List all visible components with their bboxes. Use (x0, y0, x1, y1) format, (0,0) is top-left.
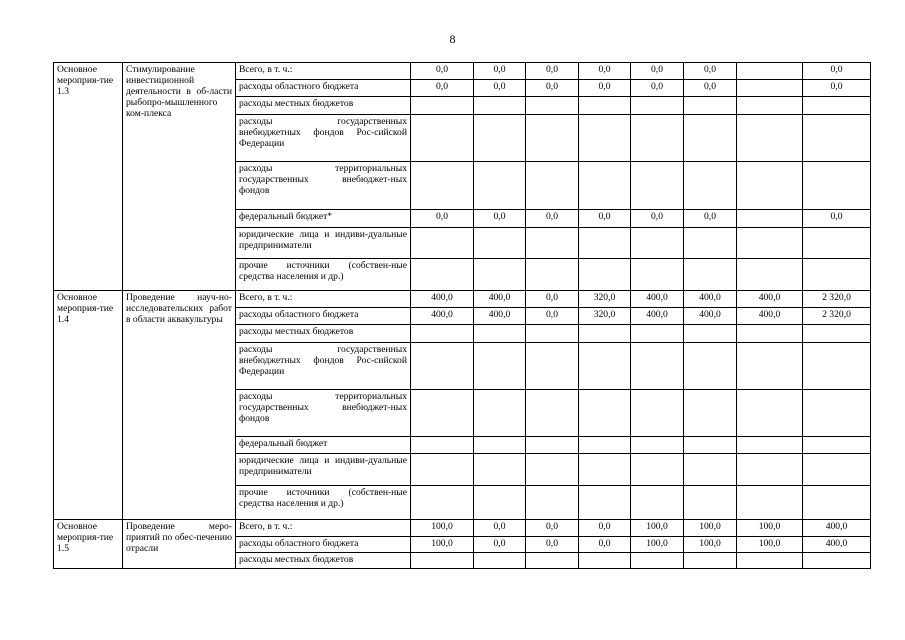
value-cell: 100,0 (631, 520, 684, 537)
value-cell (631, 97, 684, 115)
value-cell: 0,0 (526, 537, 579, 553)
value-cell (579, 553, 631, 569)
value-cell (579, 97, 631, 115)
value-cell (411, 325, 474, 343)
value-cell (474, 454, 526, 486)
value-cell (737, 390, 803, 437)
funding-source-cell: расходы местных бюджетов (236, 325, 411, 343)
value-cell (411, 343, 474, 390)
funding-source-cell: расходы территориальных государственных внебюджет-ных фондов (236, 390, 411, 437)
value-cell (631, 437, 684, 454)
value-cell: 0,0 (526, 520, 579, 537)
value-cell: 100,0 (737, 537, 803, 553)
value-cell (684, 162, 737, 210)
activity-cell: Основное мероприя-тие 1.5 (54, 520, 123, 569)
value-cell (579, 259, 631, 291)
value-cell: 100,0 (684, 520, 737, 537)
value-cell (474, 553, 526, 569)
value-cell: 400,0 (411, 291, 474, 308)
value-cell: 0,0 (579, 210, 631, 228)
value-cell (631, 228, 684, 259)
value-cell: 100,0 (411, 537, 474, 553)
value-cell (526, 486, 579, 520)
funding-source-cell: расходы государственных внебюджетных фондов Рос-сийской Федерации (236, 115, 411, 162)
value-cell: 0,0 (579, 63, 631, 80)
value-cell: 400,0 (474, 308, 526, 325)
value-cell: 0,0 (684, 80, 737, 97)
value-cell (411, 259, 474, 291)
total-value-cell: 400,0 (803, 520, 871, 537)
value-cell (737, 553, 803, 569)
value-cell (474, 437, 526, 454)
value-cell (631, 343, 684, 390)
value-cell: 0,0 (474, 520, 526, 537)
value-cell: 320,0 (579, 291, 631, 308)
total-value-cell: 0,0 (803, 80, 871, 97)
value-cell: 400,0 (684, 308, 737, 325)
value-cell (579, 486, 631, 520)
funding-source-cell: Всего, в т. ч.: (236, 291, 411, 308)
value-cell (684, 325, 737, 343)
value-cell (526, 259, 579, 291)
value-cell (411, 97, 474, 115)
activity-cell: Основное мероприя-тие 1.3 (54, 63, 123, 291)
value-cell (579, 162, 631, 210)
value-cell (579, 325, 631, 343)
value-cell (631, 259, 684, 291)
value-cell (526, 454, 579, 486)
value-cell: 0,0 (411, 210, 474, 228)
value-cell: 0,0 (631, 63, 684, 80)
value-cell: 400,0 (631, 308, 684, 325)
value-cell: 0,0 (411, 63, 474, 80)
value-cell (684, 228, 737, 259)
total-value-cell (803, 390, 871, 437)
value-cell: 0,0 (411, 80, 474, 97)
total-value-cell (803, 486, 871, 520)
value-cell: 0,0 (526, 308, 579, 325)
budget-table-body (54, 63, 871, 569)
total-value-cell (803, 454, 871, 486)
funding-source-cell: федеральный бюджет (236, 437, 411, 454)
value-cell (474, 390, 526, 437)
funding-source-cell: федеральный бюджет* (236, 210, 411, 228)
value-cell: 0,0 (526, 291, 579, 308)
funding-source-cell: Всего, в т. ч.: (236, 63, 411, 80)
total-value-cell (803, 325, 871, 343)
value-cell (579, 228, 631, 259)
value-cell: 100,0 (411, 520, 474, 537)
value-cell: 100,0 (684, 537, 737, 553)
funding-source-cell: расходы местных бюджетов (236, 97, 411, 115)
value-cell (737, 115, 803, 162)
total-value-cell: 0,0 (803, 210, 871, 228)
funding-source-cell: расходы областного бюджета (236, 308, 411, 325)
value-cell (737, 63, 803, 80)
value-cell (474, 97, 526, 115)
value-cell: 320,0 (579, 308, 631, 325)
value-cell (737, 454, 803, 486)
funding-source-cell: расходы территориальных государственных внебюджет-ных фондов (236, 162, 411, 210)
value-cell: 400,0 (631, 291, 684, 308)
value-cell (684, 343, 737, 390)
funding-source-cell: расходы областного бюджета (236, 80, 411, 97)
funding-source-cell: расходы областного бюджета (236, 537, 411, 553)
value-cell (737, 228, 803, 259)
value-cell (474, 259, 526, 291)
funding-source-cell: юридические лица и индиви-дуальные предприниматели (236, 454, 411, 486)
value-cell (474, 115, 526, 162)
value-cell (526, 553, 579, 569)
budget-table (53, 62, 871, 569)
value-cell (411, 553, 474, 569)
total-value-cell: 2 320,0 (803, 308, 871, 325)
funding-source-cell: прочие источники (собствен-ные средства населения и др.) (236, 259, 411, 291)
value-cell (631, 390, 684, 437)
value-cell (737, 97, 803, 115)
value-cell (737, 210, 803, 228)
value-cell: 400,0 (737, 308, 803, 325)
value-cell (684, 97, 737, 115)
value-cell (737, 259, 803, 291)
page-number: 8 (449, 32, 456, 46)
total-value-cell (803, 228, 871, 259)
value-cell (737, 325, 803, 343)
value-cell: 100,0 (737, 520, 803, 537)
value-cell (579, 343, 631, 390)
value-cell: 0,0 (474, 63, 526, 80)
value-cell: 0,0 (579, 520, 631, 537)
funding-source-cell: прочие источники (собствен-ные средства населения и др.) (236, 486, 411, 520)
value-cell (631, 553, 684, 569)
value-cell (684, 553, 737, 569)
value-cell: 400,0 (474, 291, 526, 308)
value-cell (631, 486, 684, 520)
value-cell (631, 115, 684, 162)
value-cell: 0,0 (474, 210, 526, 228)
value-cell: 0,0 (684, 63, 737, 80)
value-cell (526, 228, 579, 259)
value-cell: 0,0 (526, 63, 579, 80)
value-cell (579, 115, 631, 162)
value-cell (579, 390, 631, 437)
value-cell: 0,0 (631, 80, 684, 97)
activity-name-cell: Стимулирование инвестиционной деятельности в об-ласти рыбопро-мышленного ком-плекса (123, 63, 236, 291)
value-cell (474, 486, 526, 520)
funding-source-cell: юридические лица и индиви-дуальные предприниматели (236, 228, 411, 259)
value-cell: 0,0 (579, 80, 631, 97)
activity-name-cell: Проведение меро-приятий по обес-печению отрасли (123, 520, 236, 569)
total-value-cell (803, 162, 871, 210)
total-value-cell: 2 320,0 (803, 291, 871, 308)
value-cell (526, 390, 579, 437)
value-cell: 0,0 (474, 80, 526, 97)
value-cell: 100,0 (631, 537, 684, 553)
activity-cell: Основное мероприя-тие 1.4 (54, 291, 123, 520)
value-cell (526, 97, 579, 115)
value-cell (737, 486, 803, 520)
value-cell (526, 115, 579, 162)
value-cell (737, 343, 803, 390)
value-cell (411, 162, 474, 210)
value-cell: 400,0 (737, 291, 803, 308)
total-value-cell (803, 437, 871, 454)
value-cell (631, 325, 684, 343)
value-cell (474, 343, 526, 390)
value-cell (526, 437, 579, 454)
value-cell (474, 325, 526, 343)
total-value-cell (803, 343, 871, 390)
value-cell (411, 115, 474, 162)
value-cell (526, 343, 579, 390)
value-cell (411, 486, 474, 520)
value-cell (579, 454, 631, 486)
value-cell (684, 486, 737, 520)
value-cell: 400,0 (411, 308, 474, 325)
funding-source-cell: Всего, в т. ч.: (236, 520, 411, 537)
value-cell (737, 437, 803, 454)
value-cell (411, 228, 474, 259)
total-value-cell (803, 97, 871, 115)
value-cell (526, 325, 579, 343)
funding-source-cell: расходы местных бюджетов (236, 553, 411, 569)
total-value-cell: 400,0 (803, 537, 871, 553)
activity-name-cell: Проведение науч-но-исследовательских работ в области аквакультуры (123, 291, 236, 520)
value-cell (737, 162, 803, 210)
value-cell (684, 454, 737, 486)
value-cell (526, 162, 579, 210)
value-cell (684, 390, 737, 437)
value-cell (411, 437, 474, 454)
value-cell: 0,0 (684, 210, 737, 228)
value-cell (684, 115, 737, 162)
value-cell (684, 437, 737, 454)
value-cell: 0,0 (579, 537, 631, 553)
value-cell (579, 437, 631, 454)
value-cell (474, 162, 526, 210)
value-cell: 0,0 (631, 210, 684, 228)
value-cell (631, 454, 684, 486)
table-row (54, 291, 871, 308)
table-row (54, 520, 871, 537)
funding-source-cell: расходы государственных внебюджетных фондов Рос-сийской Федерации (236, 343, 411, 390)
value-cell (684, 259, 737, 291)
value-cell: 0,0 (526, 80, 579, 97)
total-value-cell: 0,0 (803, 63, 871, 80)
total-value-cell (803, 553, 871, 569)
value-cell (411, 454, 474, 486)
value-cell (411, 390, 474, 437)
value-cell: 0,0 (474, 537, 526, 553)
total-value-cell (803, 259, 871, 291)
value-cell: 0,0 (526, 210, 579, 228)
value-cell (737, 80, 803, 97)
total-value-cell (803, 115, 871, 162)
table-row (54, 63, 871, 80)
value-cell: 400,0 (684, 291, 737, 308)
value-cell (474, 228, 526, 259)
value-cell (631, 162, 684, 210)
